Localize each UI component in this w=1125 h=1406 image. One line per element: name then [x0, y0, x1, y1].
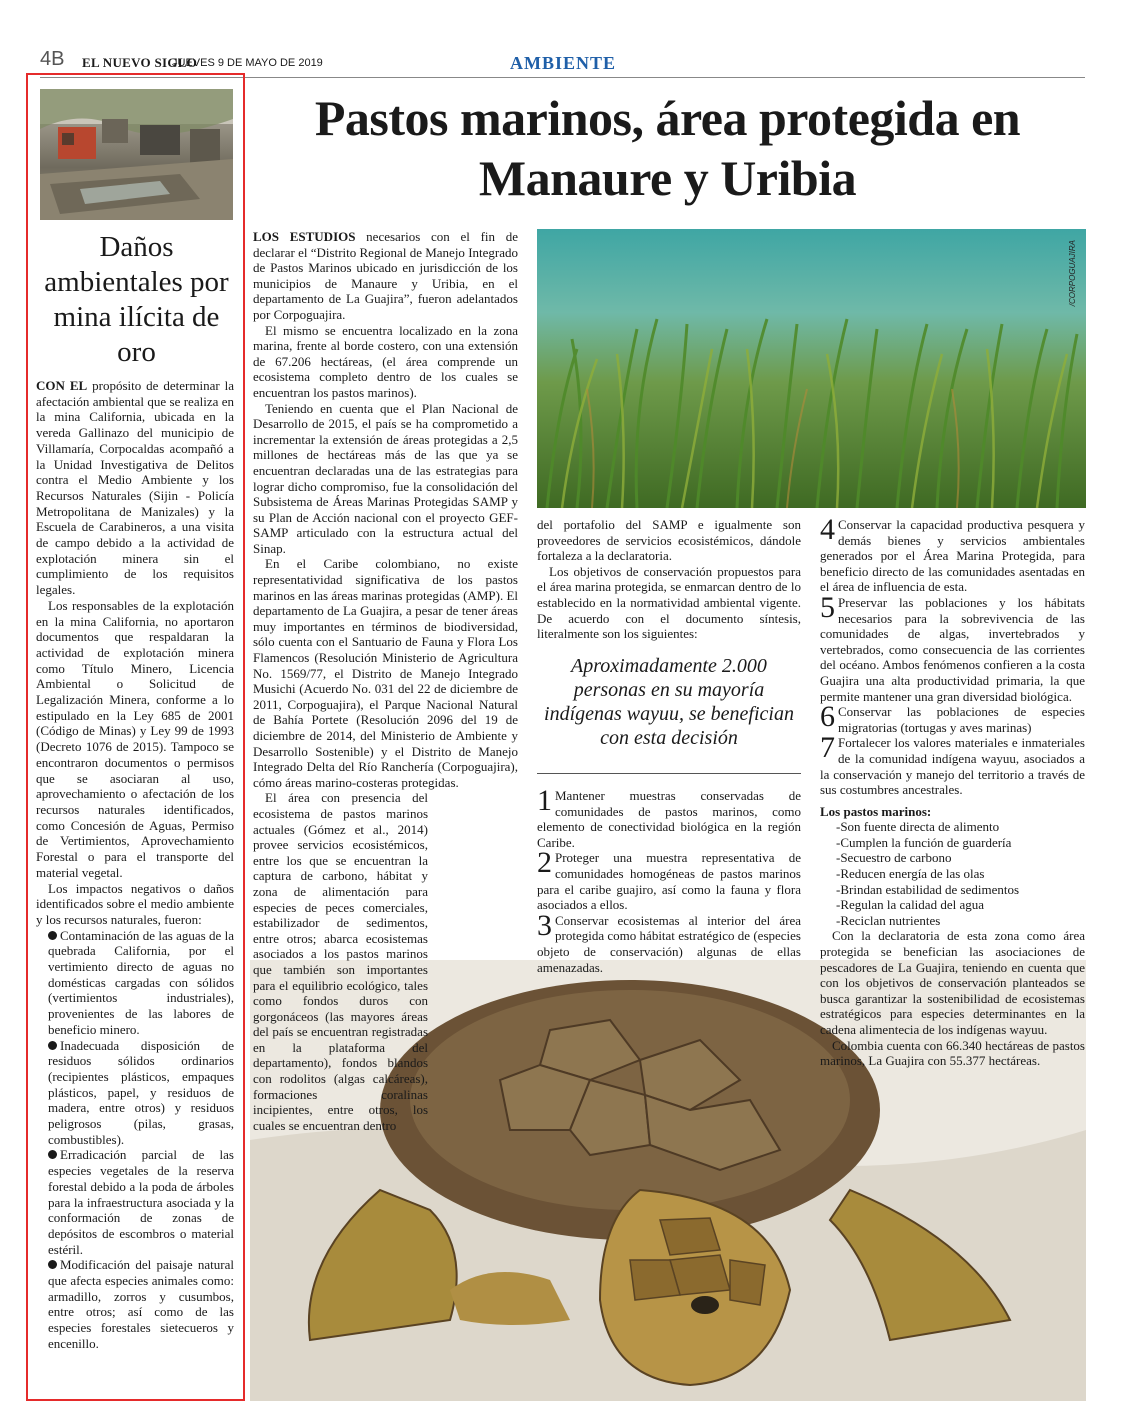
bullet-icon: [48, 1041, 57, 1050]
list-item: -Secuestro de carbono: [836, 850, 952, 866]
sidebar-bullet: Erradicación parcial de las especies vegetales de la reserva forestal debido a la poda de árboles para la infraestructura asociada y la conformación de zonas de depósitos de escombros o material estéril.: [48, 1147, 234, 1257]
objective-item: [537, 908, 801, 975]
objective-number: 3: [537, 908, 552, 942]
sidebar-bullet: Modificación del paisaje natural que afecta especies animales como: armadillo, zorros y cusumbos, entre otros; así como de las especies forestales sietecueros y encenillo.: [48, 1257, 234, 1351]
article-paragraph: Colombia cuenta con 66.340 hectáreas de pastos marinos, La Guajira con 55.377 hectáreas.: [820, 1037, 1085, 1069]
sidebar-paragraph: Los impactos negativos o daños identificados sobre el medio ambiente y los recursos naturales, fueron:: [36, 880, 234, 927]
objective-number: 1: [537, 784, 552, 817]
objective-item: [537, 846, 801, 913]
newspaper-name: EL NUEVO SIGLO: [82, 55, 198, 70]
article-column-2: [537, 517, 801, 642]
article-paragraph: El mismo se encuentra localizado en la zona marina, frente al borde costero, con una extensión de 67.206 hectáreas, (el área comprende un ecosistema completo dentro de los cuales se encuentran los pastos marinos).: [253, 322, 518, 400]
list-item: -Reciclan nutrientes: [836, 912, 941, 928]
objective-item: [537, 784, 801, 850]
article-column-1: [253, 229, 518, 1133]
article-headline: Pastos marinos, área protegida en Manaure y Uribia: [314, 90, 1021, 206]
objective-number: 5: [820, 590, 835, 624]
sidebar-lead: CON EL: [36, 378, 88, 393]
article-paragraph: En el Caribe colombiano, no existe representatividad significativa de los pastos marinos en las áreas marinas protegidas (AMP). El departamento de La Guajira, a pesar de tener áreas muy importantes en términos de biodiversidad, sólo cuenta con el Santuario de Fauna y Flora Los Flamencos (Resolución Ministerio de Agricultura No. 1569/77, el Distrito de Manejo Integrado Musichi (Acuerdo No. 031 del 22 de diciembre de 2011, Corpoguajira), el Parque Nacional Natural de Bahía Portete (Resolución 2096 del 19 de diciembre de 2014, del Ministerio de Ambiente y Desarrollo Sostenible) y el Distrito de Manejo Integrado Delta del Río Ranchería (Corpoguajira), cómo áreas marino-costeras protegidas.: [253, 556, 518, 790]
objective-number: 2: [537, 846, 552, 880]
article-paragraph: El área con presencia del ecosistema de pastos marinos actuales (Gómez et al., 2014) provee servicios ecosistémicos, entre los que se encuentran la captura de carbono, hábitat y zona de alimentación para especies de peces comerciales, estabilizador de sedimentos, entre otros; abarca ecosistemas asociados a los pastos marinos que también son importantes para el equilibrio ecológico, tales como fondos duros con gorgonáceos (las mayores áreas del país se encuentran registradas en la plataforma del departamento), fondos blandos con rodolitos (algas calcáreas), formaciones coralinas incipientes, entre otros, los cuales se encuentran dentro: [253, 790, 428, 1133]
sidebar-headline: Daños ambientales por mina ilícita de oro: [44, 231, 229, 368]
objective-text: Conservar la capacidad productiva pesquera y demás bienes y servicios ambientales generados por el Área Marina Protegida, para beneficio directo de las comunidades asentadas en el área de influencia de esta.: [820, 517, 1085, 595]
objective-text: Preservar las poblaciones y los hábitats necesarios para la sobrevivencia de las comunidades de algas, invertebrados y vertebrados, como consecuencia de las corrientes del océano. Ambos fenómenos confieren a la costa Guajira una alta productividad primaria, la que permite mantener una gran diversidad biológica.: [820, 594, 1085, 704]
sidebar-paragraph: Los responsables de la explotación en la mina California, no aportaron documentos que respaldaran la actividad de explotación minera como Título Minero, Licencia Ambiental o Solicitud de Legalización Minera, conforme a lo estipulado en la Ley 685 de 2001 (Código de Minas) y Ley 99 de 1993 (Decreto 1076 de 2015). Tampoco se encontraron documentos o permisos que se asociaran al uso, aprovechamiento o afectación de los recursos naturales identificados, como Concesión de Aguas, Permiso de Vertimientos, Aprovechamiento Forestal o para el transporte del material vegetal.: [36, 597, 234, 880]
sidebar-paragraph: propósito de determinar la afectación ambiental que se realiza en la mina California, ubicada en la vereda Gallinazo del municipio de Villamaría, Corpocaldas acompañó a la Unidad Investigativa de Delitos contra el Medio Ambiente y los Recursos Naturales (Sijin - Policía Metropolitana de Manizales) y la Escuela de Carabineros, a una visita de campo debido a la actividad de explotación minera sin el cumplimiento de los requisitos legales.: [36, 378, 234, 598]
article-paragraph: Teniendo en cuenta que el Plan Nacional de Desarrollo de 2015, el país se ha comprometido a incrementar la extensión de áreas protegidas a 2,5 millones de hectáreas más de las que ya se encuentran declaradas una de las estrategias para lograr dicho compromiso, fue la consolidación del Subsistema de Áreas Marinas Protegidas SAMP y su Plan de Acción nacional con el proyecto GEF-SAMP articulado con la estructura actual del Sinap.: [253, 400, 518, 556]
list-item: -Reducen energía de las olas: [836, 866, 985, 882]
sidebar-body: [36, 378, 234, 1352]
list-item: -Son fuente directa de alimento: [836, 819, 1000, 835]
sidebar-bullet: Contaminación de las aguas de la quebrada California, por el vertimiento directo de aguas no domésticas cargadas con sólidos (vertimientos industriales), provenientes de las labores de beneficio minero.: [48, 927, 234, 1037]
list-item: -Brindan estabilidad de sedimentos: [836, 881, 1020, 897]
article-paragraph: Los objetivos de conservación propuestos para el área marina protegida, se enmarcan dentro de lo establecido en la normatividad ambiental vigente. De acuerdo con el documento síntesis, literalmente son los siguientes:: [537, 563, 801, 642]
page-number: 4B: [40, 48, 65, 70]
objective-number: 6: [820, 700, 835, 734]
objective-text: Mantener muestras conservadas de comunidades de pastos marinos, como elemento de conectividad biológica en la región Caribe.: [537, 788, 801, 850]
bullet-icon: [48, 931, 57, 940]
objective-number: 7: [820, 731, 835, 765]
bullet-icon: [48, 1260, 57, 1269]
objective-item: [820, 513, 1085, 595]
article-paragraph: Con la declaratoria de esta zona como área protegida se benefician las asociaciones de pescadores de La Guajira, teniendo en cuenta que con los objetivos de conservación planteados se busca garantizar la sostenibilidad de ecosistemas estratégicos para especies determinantes en la cadena alimentecia de los indígenas wayuu.: [820, 928, 1085, 1037]
seagrass-photo: [537, 229, 1086, 508]
objective-text: Fortalecer los valores materiales e inmateriales de la comunidad indígena wayuu, asociados a la conservación y manejo del territorio a través de sus costumbres ancestrales.: [820, 735, 1085, 798]
seagrass-benefits-list: [820, 819, 1085, 928]
article-column-3: [820, 513, 1085, 1069]
pull-quote: Aproximadamente 2.000 personas en su mayoría indígenas wayuu, se benefician con esta decisión: [544, 655, 794, 749]
objective-item: [820, 731, 1085, 798]
article-paragraph: necesarios con el fin de declarar el “Distrito Regional de Manejo Integrado de Pastos Marinos ubicado en jurisdicción de los municipios de Manaure y Uribia, en el departamento de La Guajira”, fueron adelantados por Corpoguajira.: [253, 229, 518, 322]
objective-text: Conservar ecosistemas al interior del área protegida como hábitat estratégico de (especies objeto de conservación) algunas de ellas amenazadas.: [537, 912, 801, 975]
objective-text: Proteger una muestra representativa de comunidades homogéneas de pastos marinos para el caribe guajiro, así como la fauna y flora asociados a ellos.: [537, 850, 801, 913]
objectives-list-a: [537, 784, 801, 975]
mine-photo: [40, 89, 233, 220]
objective-item: [820, 590, 1085, 704]
photo-credit: /CORPOGUAJIRA: [1068, 240, 1077, 307]
issue-date: JUEVES 9 DE MAYO DE 2019: [172, 57, 323, 69]
article-lead: LOS ESTUDIOS: [253, 229, 356, 244]
list-heading: Los pastos marinos:: [820, 803, 932, 819]
objective-number: 4: [820, 513, 835, 546]
objective-text: Conservar las poblaciones de especies migratorias (tortugas y aves marinas): [838, 704, 1085, 735]
section-title: AMBIENTE: [510, 53, 617, 73]
sidebar-bullet: Inadecuada disposición de residuos sólidos ordinarios (recipientes plásticos, empaques plásticos, papel, y residuos de madera, entre otros) y residuos peligrosos (pilas, grasas, combustibles).: [48, 1037, 234, 1147]
pull-quote-rule: [537, 773, 801, 774]
list-item: -Cumplen la función de guardería: [836, 834, 1012, 850]
list-item: -Regulan la calidad del agua: [836, 897, 984, 913]
objective-item: [820, 700, 1085, 735]
article-paragraph: del portafolio del SAMP e igualmente son proveedores de servicios ecosistémicos, dándole fortaleza a la declaratoria.: [537, 517, 801, 564]
bullet-icon: [48, 1150, 57, 1159]
